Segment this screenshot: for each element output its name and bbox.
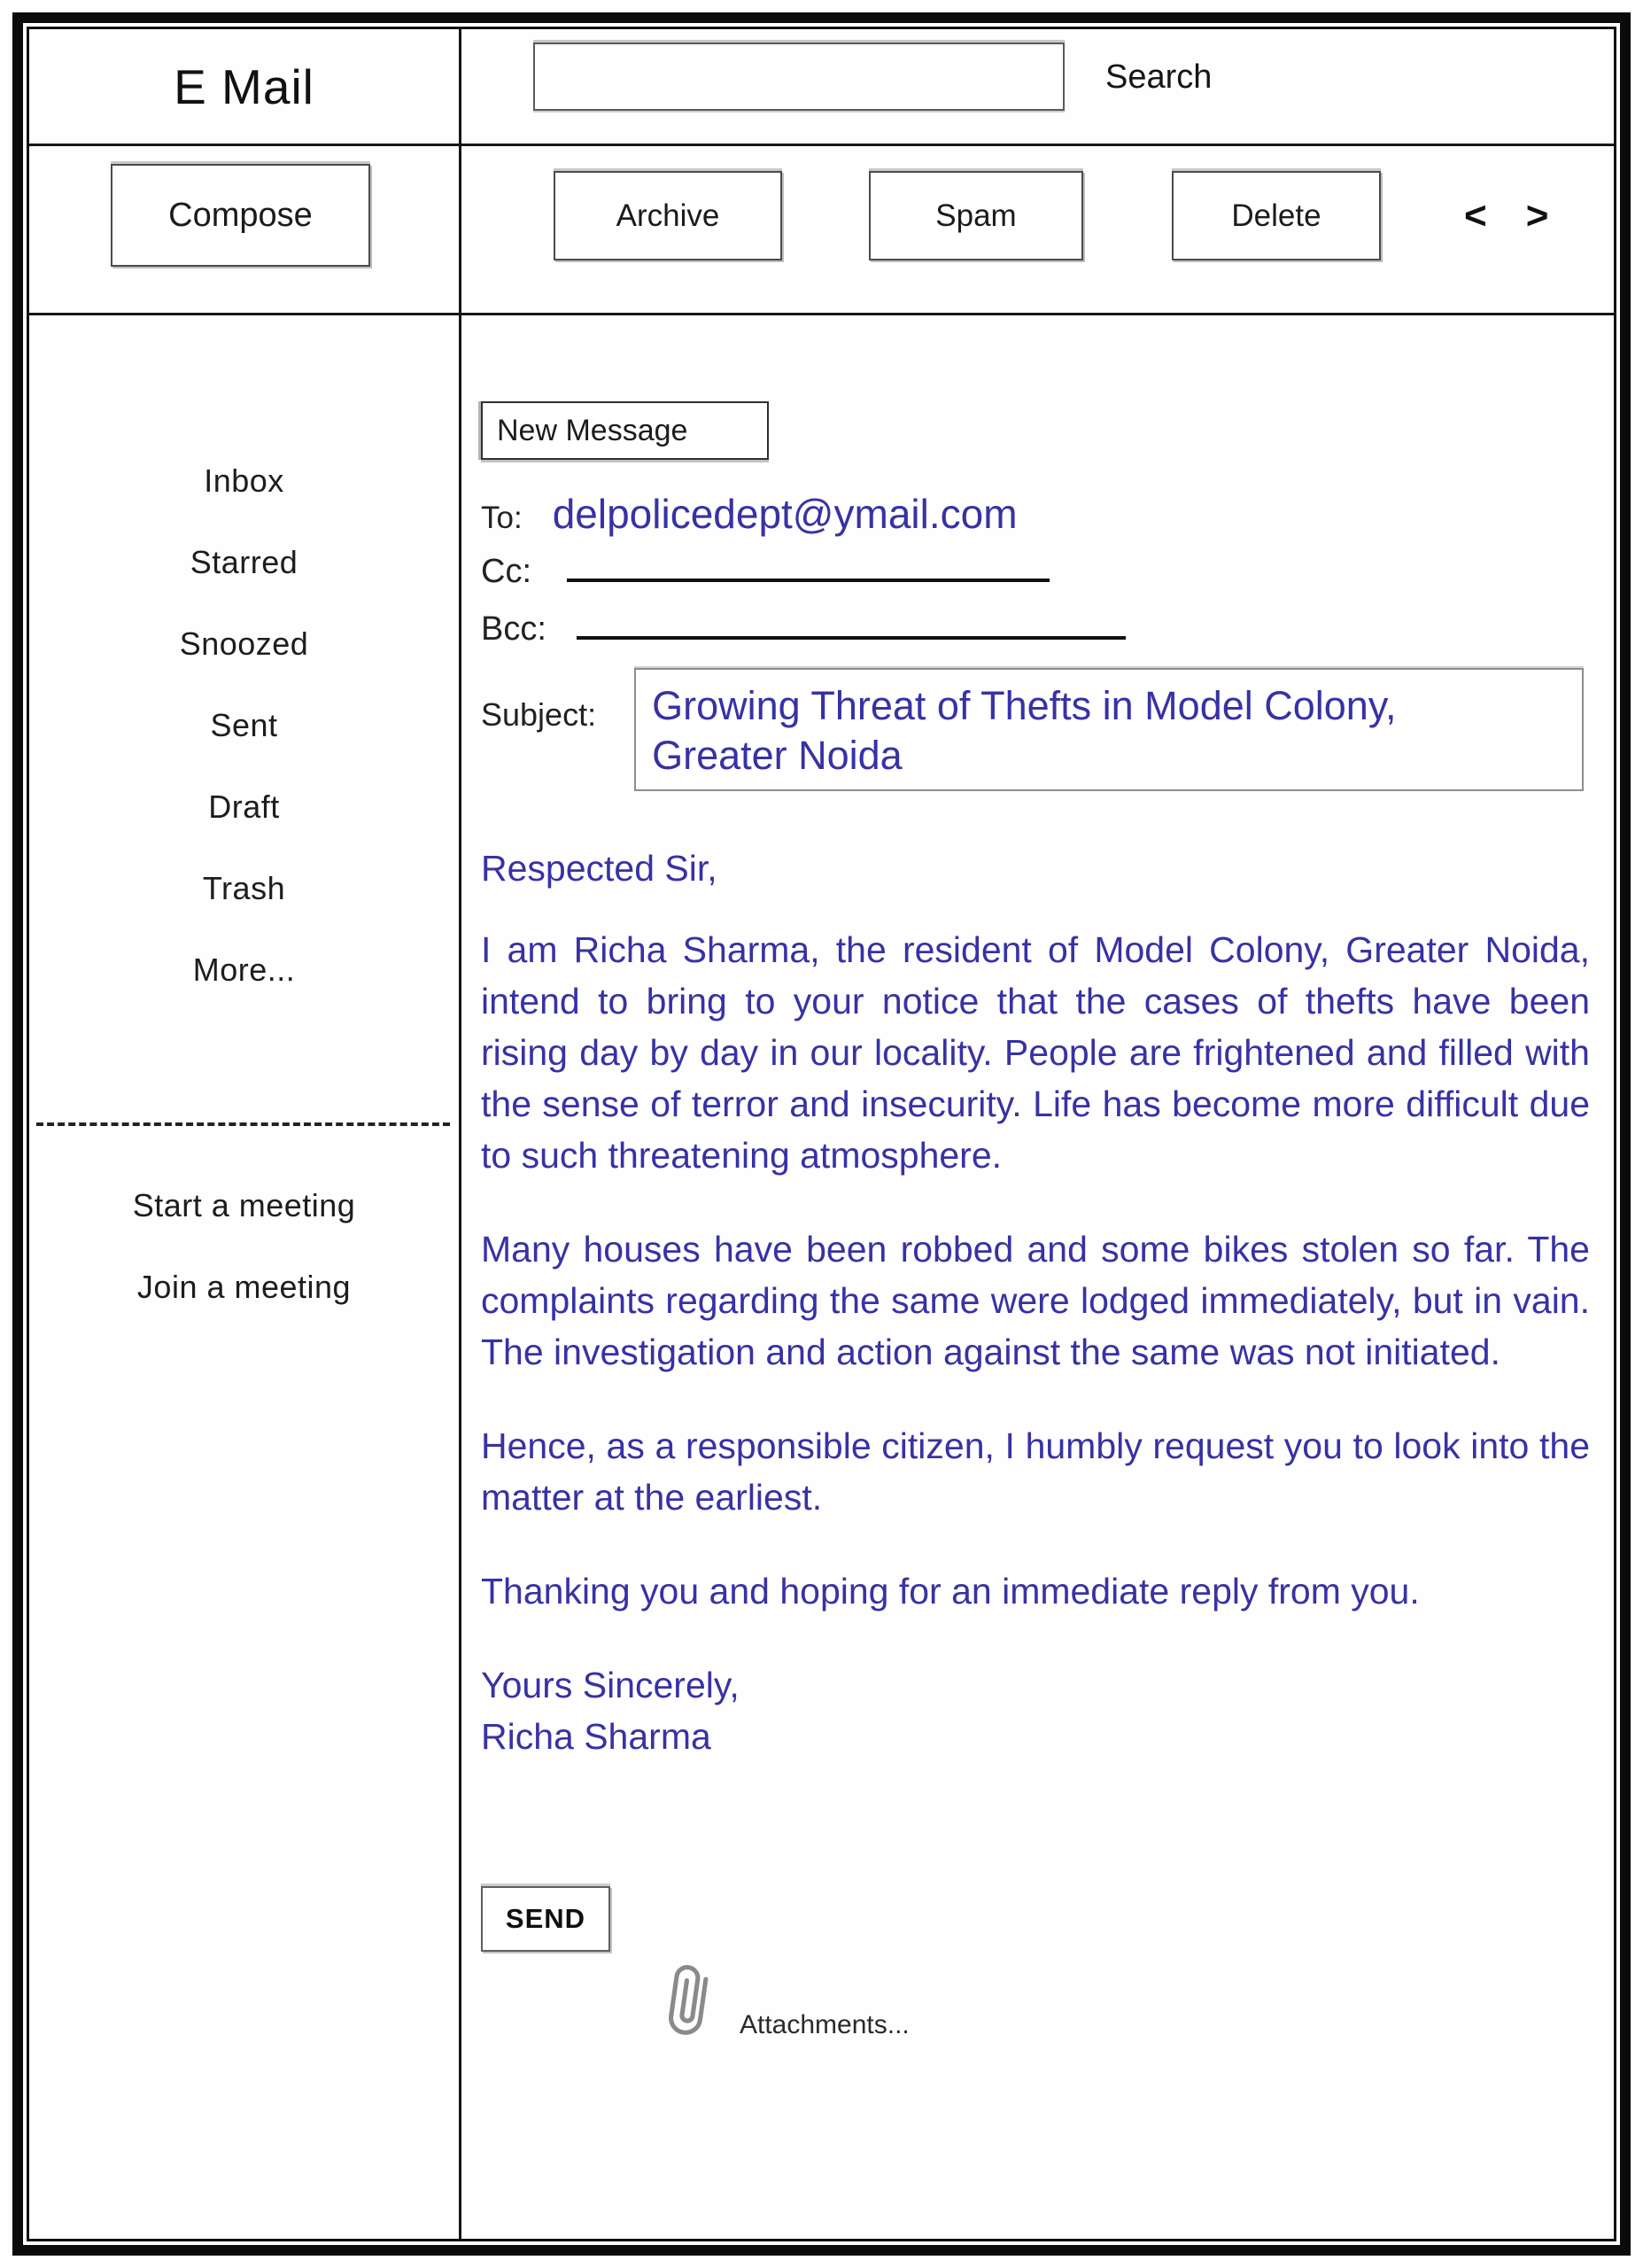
body-signoff — [481, 1659, 1590, 1762]
sidebar-item-start-meeting[interactable]: Start a meeting — [132, 1187, 356, 1223]
header-search-cell — [461, 29, 1614, 146]
compose-button[interactable]: Compose — [111, 164, 370, 267]
to-value-field[interactable]: delpolicedept@ymail.com — [552, 491, 1018, 537]
sidebar-divider — [36, 1122, 450, 1126]
attachments-label[interactable]: Attachments... — [740, 2010, 910, 2039]
body-greeting: Respected Sir, — [481, 848, 717, 889]
app-grid — [27, 27, 1616, 2241]
sidebar-item-starred[interactable]: Starred — [190, 544, 298, 580]
sidebar-item-join-meeting[interactable]: Join a meeting — [136, 1269, 352, 1305]
subject-row — [481, 668, 1614, 791]
compose-pane — [461, 315, 1614, 2239]
sidebar-item-inbox[interactable]: Inbox — [204, 462, 284, 499]
sidebar — [29, 315, 461, 2239]
signoff-line: Yours Sincerely, — [481, 1665, 740, 1705]
pagination-arrows — [1464, 171, 1548, 260]
chevron-left-icon[interactable]: < — [1464, 193, 1487, 237]
compose-cell — [29, 146, 461, 315]
search-input[interactable] — [533, 43, 1065, 111]
cc-field[interactable] — [567, 550, 1050, 582]
actions-cell — [461, 146, 1614, 315]
to-row — [481, 490, 1614, 538]
sidebar-item-trash[interactable]: Trash — [202, 870, 286, 906]
header-brand-cell — [29, 29, 461, 146]
window-frame — [12, 12, 1631, 2256]
bcc-label: Bcc: — [481, 610, 546, 648]
bcc-field[interactable] — [577, 608, 1126, 640]
subject-label: Subject: — [481, 696, 597, 733]
search-label: Search — [1105, 58, 1213, 96]
body-paragraph: Hence, as a responsible citizen, I humbly request you to look into the matter at the earliest. — [481, 1425, 1590, 1518]
bcc-row — [481, 608, 1614, 649]
delete-button[interactable]: Delete — [1172, 171, 1381, 260]
body-paragraph: I am Richa Sharma, the resident of Model Colony, Greater Noida, intend to bring to your notice that the cases of thefts have been rising day by day in our locality. People are frightened and filled with the sense of terror and insecurity. Life has become more difficult due to such threatening atmosphere. — [481, 929, 1590, 1176]
sidebar-item-snoozed[interactable]: Snoozed — [179, 625, 309, 662]
chevron-right-icon[interactable]: > — [1525, 193, 1549, 237]
new-message-header: New Message — [481, 401, 769, 460]
body-paragraph: Many houses have been robbed and some bikes stolen so far. The complaints regarding the same were lodged immediately, but in vain. The investigation and action against the same was not initiated. — [481, 1229, 1590, 1372]
spam-button[interactable]: Spam — [869, 171, 1083, 260]
archive-button[interactable]: Archive — [554, 171, 782, 260]
to-label: To: — [481, 501, 523, 535]
sidebar-item-more[interactable]: More... — [192, 951, 296, 988]
signoff-line: Richa Sharma — [481, 1716, 711, 1757]
body-paragraph: Thanking you and hoping for an immediate reply from you. — [481, 1571, 1420, 1612]
send-button[interactable]: SEND — [481, 1886, 610, 1952]
cc-row — [481, 550, 1614, 591]
subject-field[interactable]: Growing Threat of Thefts in Model Colony, Greater Noida — [634, 668, 1584, 791]
paperclip-icon[interactable] — [650, 1949, 726, 2049]
sidebar-item-sent[interactable]: Sent — [210, 707, 278, 743]
cc-label: Cc: — [481, 553, 531, 590]
attachments-row — [656, 1953, 1614, 2046]
message-body[interactable] — [481, 843, 1590, 1762]
app-title: E Mail — [174, 58, 314, 114]
sidebar-item-draft[interactable]: Draft — [208, 788, 280, 825]
